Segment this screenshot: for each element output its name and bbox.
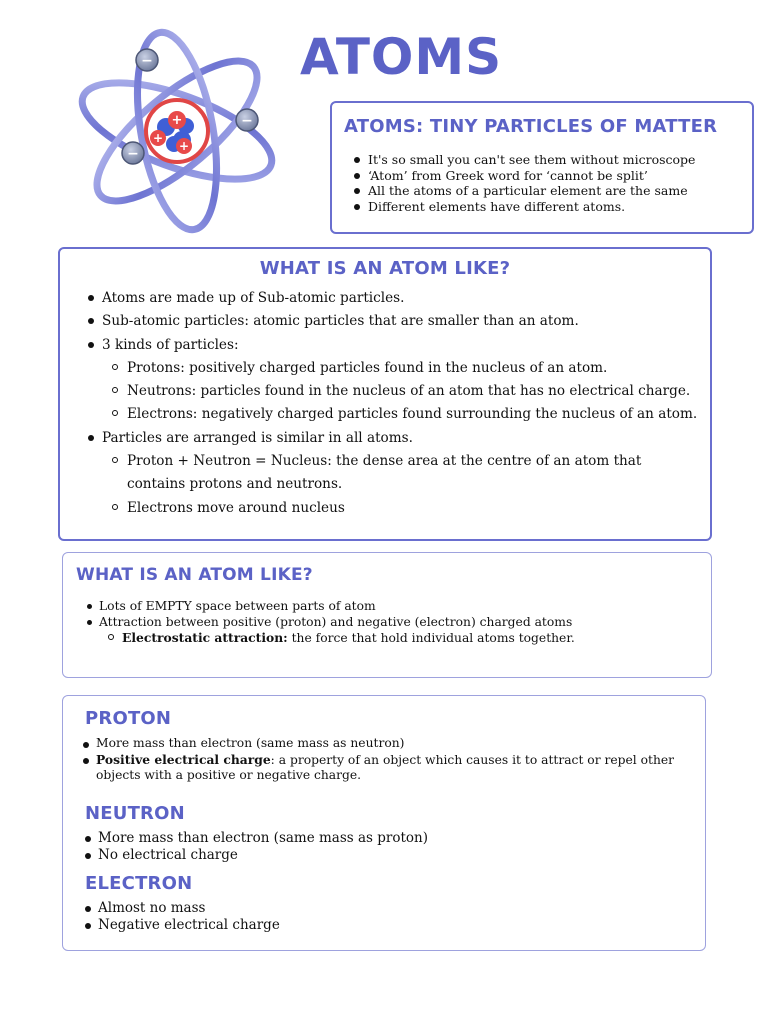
list-item: Negative electrical charge bbox=[98, 917, 280, 933]
list-item: 3 kinds of particles: bbox=[102, 334, 697, 357]
proton-heading: PROTON bbox=[85, 708, 172, 729]
definition: : a property of an object which causes it to attract or repel other objects with a positive or negative charge. bbox=[96, 752, 675, 782]
intro-list bbox=[368, 152, 695, 215]
proton-plus-icon: + bbox=[171, 113, 183, 128]
list-item: More mass than electron (same mass as neutron) bbox=[96, 736, 686, 752]
sub-list-item: Protons: positively charged particles found in the nucleus of an atom. bbox=[127, 357, 697, 380]
atom-illustration bbox=[70, 28, 285, 238]
atom-like-heading-2: WHAT IS AN ATOM LIKE? bbox=[76, 565, 313, 585]
intro-box bbox=[330, 101, 754, 234]
definition: the force that hold individual atoms together. bbox=[287, 631, 575, 646]
proton-plus-icon: + bbox=[152, 131, 164, 145]
sub-list-item: Electrons: negatively charged particles found surrounding the nucleus of an atom. bbox=[127, 403, 697, 426]
atom-like-heading: WHAT IS AN ATOM LIKE? bbox=[259, 258, 511, 279]
neutron-list bbox=[98, 830, 428, 864]
proton-plus-icon: + bbox=[178, 139, 190, 153]
list-item: Attraction between positive (proton) and negative (electron) charged atoms bbox=[99, 615, 575, 631]
electron-minus-icon: − bbox=[127, 146, 139, 162]
list-item: ‘Atom’ from Greek word for ‘cannot be split’ bbox=[368, 168, 695, 184]
term: Positive electrical charge bbox=[96, 751, 271, 767]
atom-like-list bbox=[102, 287, 697, 520]
atom-like-box-2 bbox=[62, 552, 712, 678]
electron-minus-icon: − bbox=[141, 53, 153, 69]
sub-list-item: Neutrons: particles found in the nucleus of an atom that has no electrical charge. bbox=[127, 380, 697, 403]
electron-heading: ELECTRON bbox=[85, 873, 193, 894]
nucleus bbox=[146, 100, 208, 162]
list-item: No electrical charge bbox=[98, 847, 428, 864]
atom-like-box bbox=[58, 247, 712, 541]
list-item: Almost no mass bbox=[98, 900, 280, 917]
list-item bbox=[96, 752, 686, 784]
electron-minus-icon: − bbox=[241, 113, 253, 129]
proton-list bbox=[96, 736, 686, 784]
sub-list-item: Electrons move around nucleus bbox=[127, 497, 697, 520]
list-item: Atoms are made up of Sub-atomic particles. bbox=[102, 287, 697, 310]
list-item: Sub-atomic particles: atomic particles that are smaller than an atom. bbox=[102, 310, 697, 333]
term: Electrostatic attraction: bbox=[122, 630, 288, 646]
particles-box bbox=[62, 695, 706, 951]
list-item: Particles are arranged is similar in all atoms. bbox=[102, 427, 697, 450]
list-item: It's so small you can't see them without microscope bbox=[368, 152, 696, 167]
sub-list-item bbox=[122, 630, 575, 647]
list-item: All the atoms of a particular element are the same bbox=[368, 183, 695, 199]
neutron-heading: NEUTRON bbox=[85, 803, 185, 824]
intro-heading: ATOMS: TINY PARTICLES OF MATTER bbox=[344, 116, 718, 137]
list-item: Lots of EMPTY space between parts of atom bbox=[99, 599, 575, 615]
page-title: ATOMS bbox=[300, 28, 503, 86]
sub-list-item: Proton + Neutron = Nucleus: the dense area at the centre of an atom that contains protons and neutrons. bbox=[127, 450, 692, 497]
atom-like-list-2 bbox=[99, 599, 575, 647]
list-item: More mass than electron (same mass as proton) bbox=[98, 830, 429, 846]
list-item: Different elements have different atoms. bbox=[368, 199, 695, 215]
electron-list bbox=[98, 900, 280, 934]
